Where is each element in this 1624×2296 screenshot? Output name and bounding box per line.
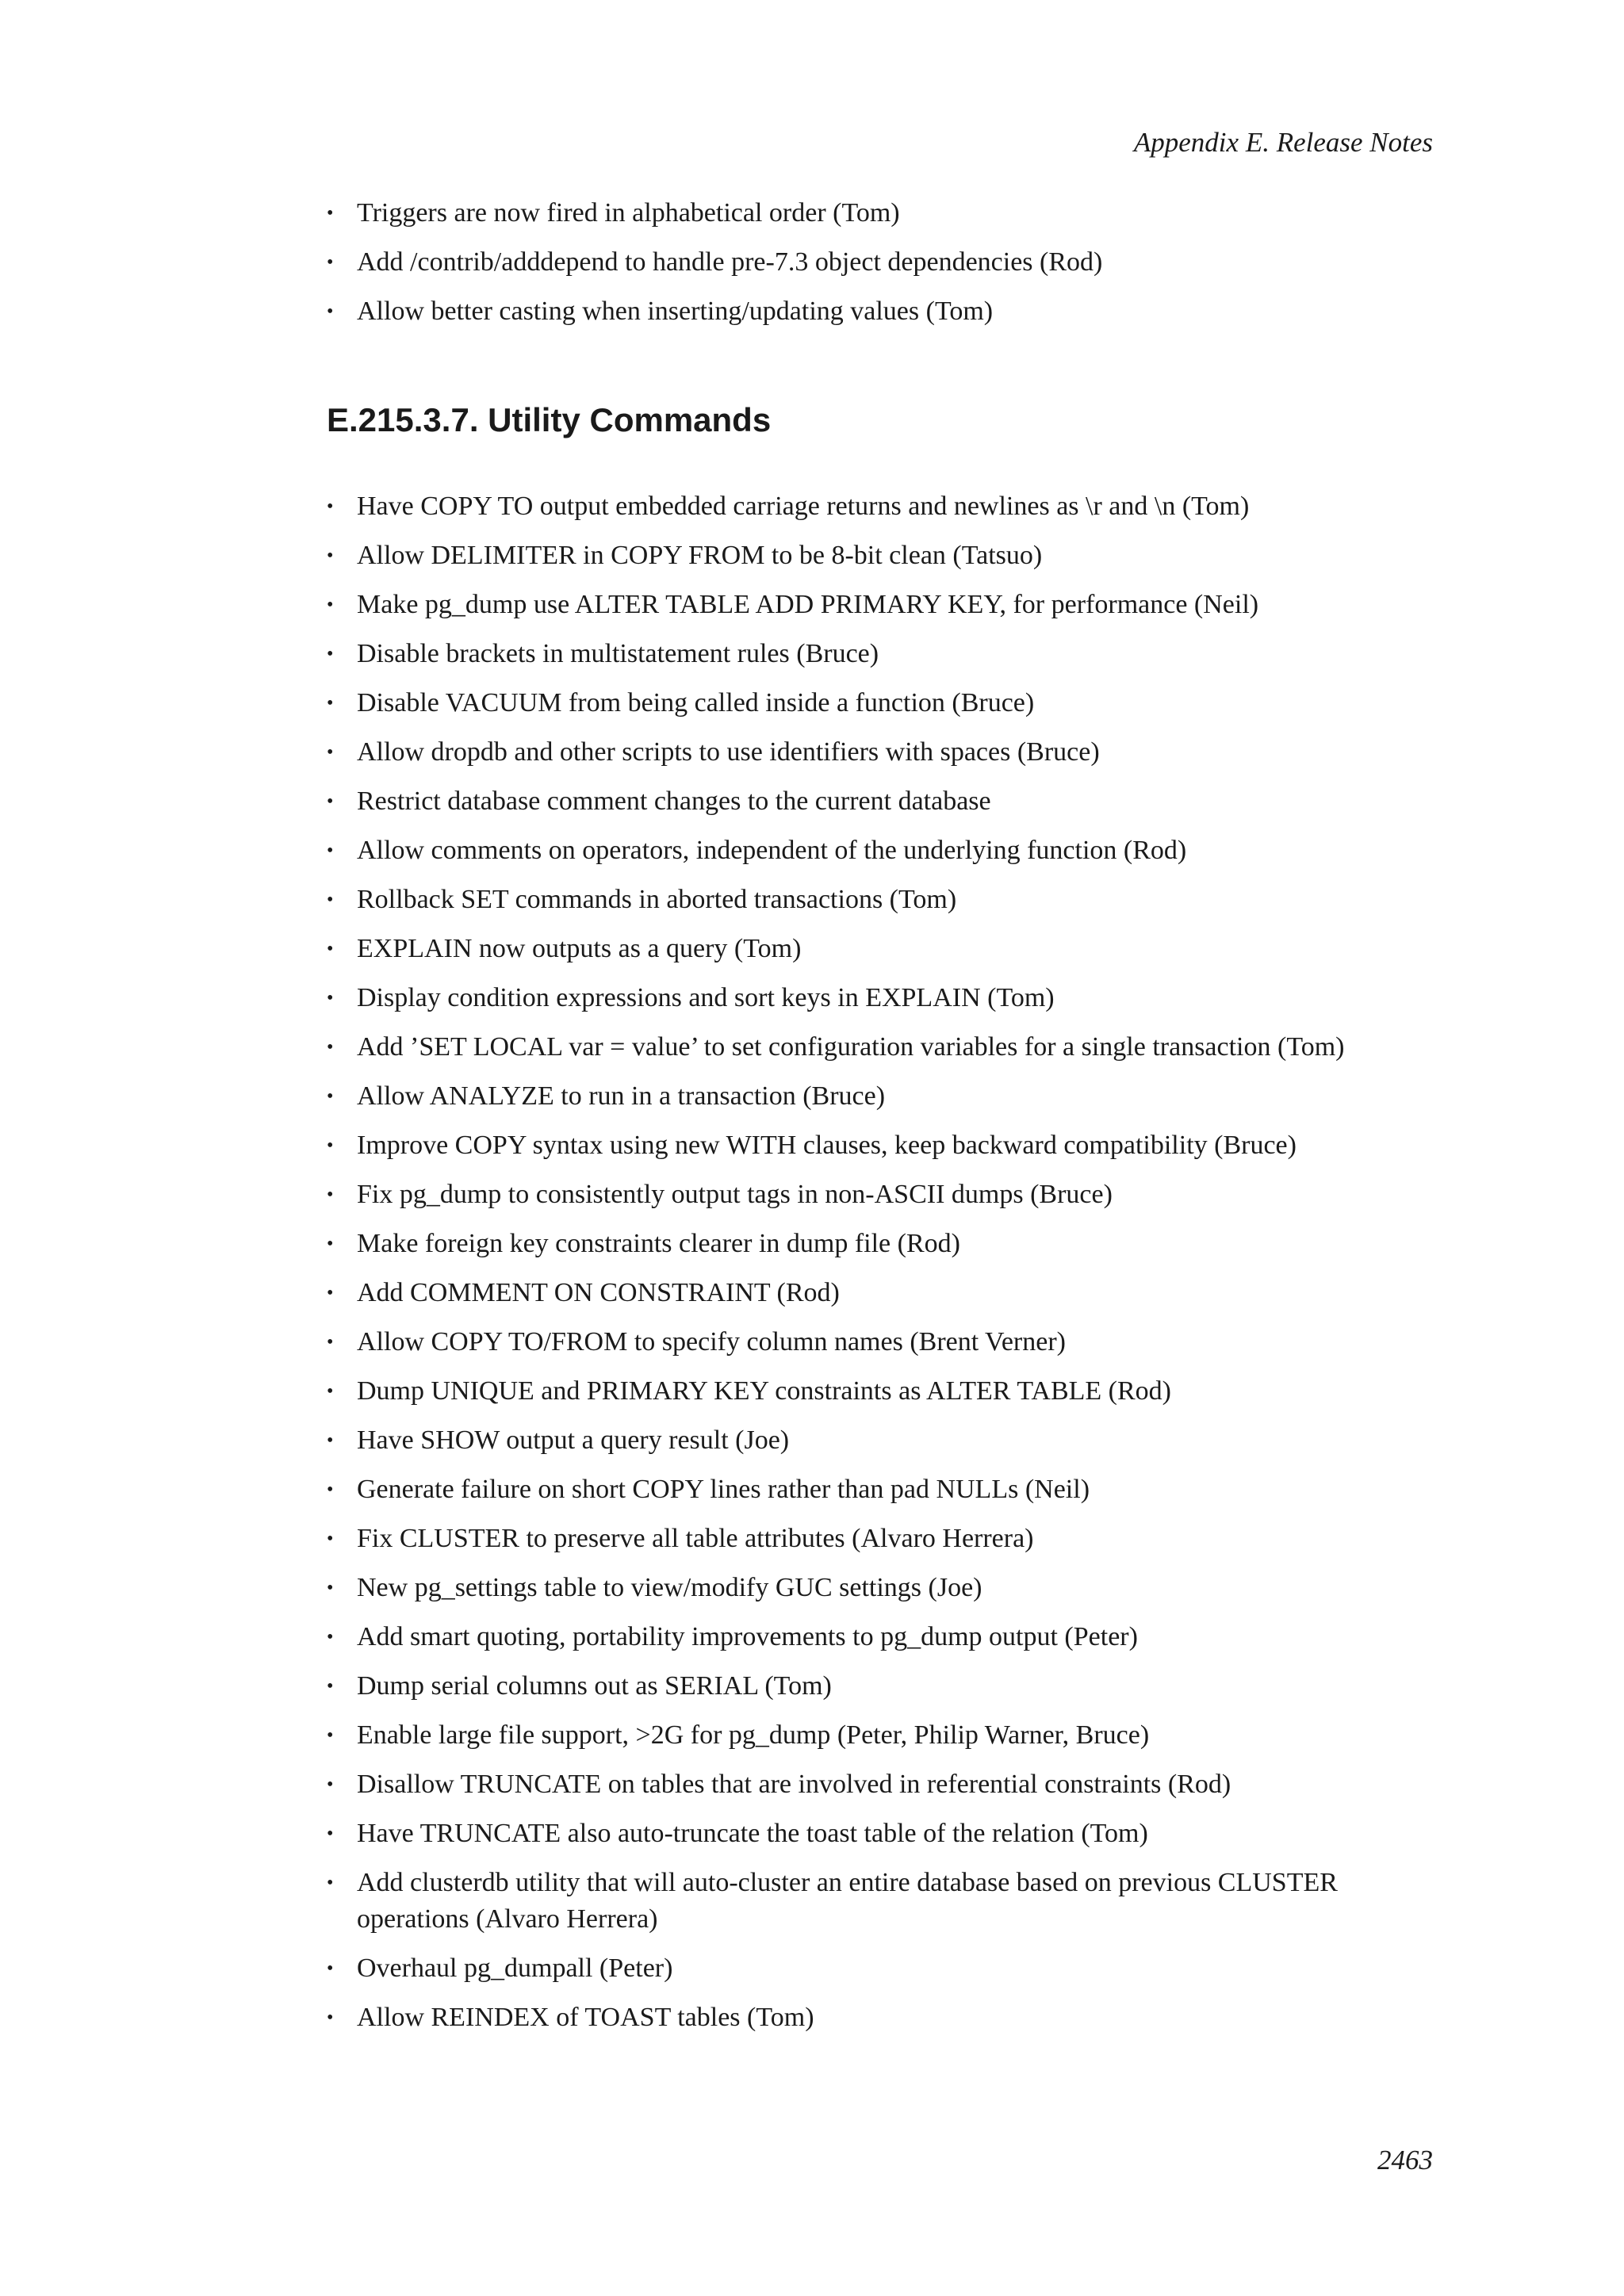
list-item <box>327 1570 1433 1606</box>
list-item <box>327 1619 1433 1655</box>
bullet-icon: • <box>327 1823 334 1844</box>
list-item <box>327 1471 1433 1508</box>
list-item <box>327 685 1433 721</box>
list-item <box>327 931 1433 967</box>
list-item-text: Fix pg_dump to consistently output tags in non-ASCII dumps (Bruce) <box>357 1180 1113 1209</box>
list-item <box>327 1373 1433 1410</box>
list-item <box>327 734 1433 771</box>
bullet-icon: • <box>327 1873 334 1893</box>
list-item <box>327 488 1433 525</box>
bullet-icon: • <box>327 1725 334 1746</box>
list-item <box>327 1078 1433 1115</box>
list-item-text: Add clusterdb utility that will auto-cluster an entire database based on previous CLUSTER operations (Alvaro Herrera) <box>357 1868 1338 1934</box>
list-item <box>327 1717 1433 1754</box>
list-item <box>327 1999 1433 2036</box>
list-item <box>327 1950 1433 1987</box>
bullet-icon: • <box>327 742 334 763</box>
list-item-text: Make foreign key constraints clearer in dump file (Rod) <box>357 1229 960 1258</box>
bullet-icon: • <box>327 1479 334 1500</box>
list-item <box>327 1029 1433 1066</box>
bullet-icon: • <box>327 644 334 664</box>
list-item <box>327 1865 1433 1938</box>
list-item-text: Allow DELIMITER in COPY FROM to be 8-bit clean (Tatsuo) <box>357 541 1043 570</box>
list-item-text: Improve COPY syntax using new WITH clauses, keep backward compatibility (Bruce) <box>357 1131 1297 1160</box>
list-item-text: Triggers are now fired in alphabetical order (Tom) <box>357 198 900 228</box>
bullet-icon: • <box>327 252 334 273</box>
list-item-text: Display condition expressions and sort keys in EXPLAIN (Tom) <box>357 983 1055 1012</box>
list-item <box>327 1668 1433 1705</box>
section-heading: E.215.3.7. Utility Commands <box>327 401 772 438</box>
list-item-text: Add COMMENT ON CONSTRAINT (Rod) <box>357 1278 840 1307</box>
bullet-icon: • <box>327 1958 334 1979</box>
list-item <box>327 1275 1433 1311</box>
list-item-text: Allow ANALYZE to run in a transaction (Bruce) <box>357 1081 886 1111</box>
bullet-icon: • <box>327 890 334 910</box>
bullet-icon: • <box>327 1578 334 1598</box>
bullet-icon: • <box>327 1381 334 1402</box>
list-item <box>327 244 1433 281</box>
list-item-text: Dump UNIQUE and PRIMARY KEY constraints as ALTER TABLE (Rod) <box>357 1376 1171 1406</box>
list-item-text: Allow dropdb and other scripts to use identifiers with spaces (Bruce) <box>357 737 1100 767</box>
list-item-text: EXPLAIN now outputs as a query (Tom) <box>357 934 802 963</box>
list-item-text: Dump serial columns out as SERIAL (Tom) <box>357 1671 832 1701</box>
list-item-text: Allow comments on operators, independent of the underlying function (Rod) <box>357 836 1187 865</box>
list-item-text: New pg_settings table to view/modify GUC settings (Joe) <box>357 1573 982 1602</box>
running-header: Appendix E. Release Notes <box>1133 127 1433 158</box>
bullet-icon: • <box>327 1774 334 1795</box>
list-item <box>327 1177 1433 1213</box>
list-item-text: Have SHOW output a query result (Joe) <box>357 1425 790 1455</box>
list-item <box>327 882 1433 918</box>
bullet-icon: • <box>327 1332 334 1353</box>
list-item-text: Have TRUNCATE also auto-truncate the toast table of the relation (Tom) <box>357 1819 1148 1848</box>
intro-bullet-list <box>327 195 1433 342</box>
bullet-icon: • <box>327 1037 334 1058</box>
list-item-text: Disallow TRUNCATE on tables that are involved in referential constraints (Rod) <box>357 1770 1231 1799</box>
bullet-icon: • <box>327 545 334 566</box>
list-item <box>327 1521 1433 1557</box>
list-item <box>327 1226 1433 1262</box>
list-item-text: Enable large file support, >2G for pg_dump (Peter, Philip Warner, Bruce) <box>357 1720 1150 1750</box>
bullet-icon: • <box>327 1627 334 1647</box>
list-item-text: Add ’SET LOCAL var = value’ to set configuration variables for a single transaction (Tom) <box>357 1032 1345 1062</box>
bullet-icon: • <box>327 1184 334 1205</box>
list-item-text: Overhaul pg_dumpall (Peter) <box>357 1954 673 1983</box>
list-item <box>327 980 1433 1016</box>
bullet-icon: • <box>327 1086 334 1107</box>
list-item-text: Allow COPY TO/FROM to specify column names (Brent Verner) <box>357 1327 1066 1357</box>
bullet-icon: • <box>327 2007 334 2028</box>
bullet-icon: • <box>327 939 334 959</box>
list-item-text: Add smart quoting, portability improvements to pg_dump output (Peter) <box>357 1622 1138 1651</box>
list-item-text: Fix CLUSTER to preserve all table attributes (Alvaro Herrera) <box>357 1524 1034 1553</box>
bullet-icon: • <box>327 1430 334 1451</box>
utility-commands-list <box>327 488 1433 2049</box>
list-item <box>327 1127 1433 1164</box>
list-item <box>327 1816 1433 1852</box>
list-item <box>327 293 1433 330</box>
list-item <box>327 538 1433 574</box>
list-item-text: Have COPY TO output embedded carriage returns and newlines as \r and \n (Tom) <box>357 492 1250 521</box>
bullet-icon: • <box>327 301 334 322</box>
bullet-icon: • <box>327 1676 334 1697</box>
list-item <box>327 1422 1433 1459</box>
list-item-text: Add /contrib/adddepend to handle pre-7.3 object dependencies (Rod) <box>357 247 1103 277</box>
list-item-text: Allow better casting when inserting/updating values (Tom) <box>357 297 994 326</box>
list-item <box>327 832 1433 869</box>
bullet-icon: • <box>327 1283 334 1303</box>
bullet-icon: • <box>327 693 334 714</box>
page-number: 2463 <box>1377 2145 1433 2175</box>
list-item <box>327 783 1433 820</box>
bullet-icon: • <box>327 791 334 812</box>
list-item <box>327 1324 1433 1360</box>
bullet-icon: • <box>327 1135 334 1156</box>
list-item-text: Rollback SET commands in aborted transactions (Tom) <box>357 885 957 914</box>
list-item-text: Allow REINDEX of TOAST tables (Tom) <box>357 2003 814 2032</box>
list-item-text: Generate failure on short COPY lines rather than pad NULLs (Neil) <box>357 1475 1090 1504</box>
bullet-icon: • <box>327 1529 334 1549</box>
list-item-text: Disable VACUUM from being called inside a function (Bruce) <box>357 688 1035 718</box>
list-item <box>327 587 1433 623</box>
list-item <box>327 636 1433 672</box>
list-item <box>327 1766 1433 1803</box>
bullet-icon: • <box>327 203 334 224</box>
list-item-text: Make pg_dump use ALTER TABLE ADD PRIMARY KEY, for performance (Neil) <box>357 590 1259 619</box>
list-item-text: Restrict database comment changes to the current database <box>357 786 991 816</box>
bullet-icon: • <box>327 496 334 517</box>
bullet-icon: • <box>327 988 334 1008</box>
list-item <box>327 195 1433 232</box>
bullet-icon: • <box>327 595 334 615</box>
list-item-text: Disable brackets in multistatement rules (Bruce) <box>357 639 879 668</box>
bullet-icon: • <box>327 1234 334 1254</box>
bullet-icon: • <box>327 840 334 861</box>
